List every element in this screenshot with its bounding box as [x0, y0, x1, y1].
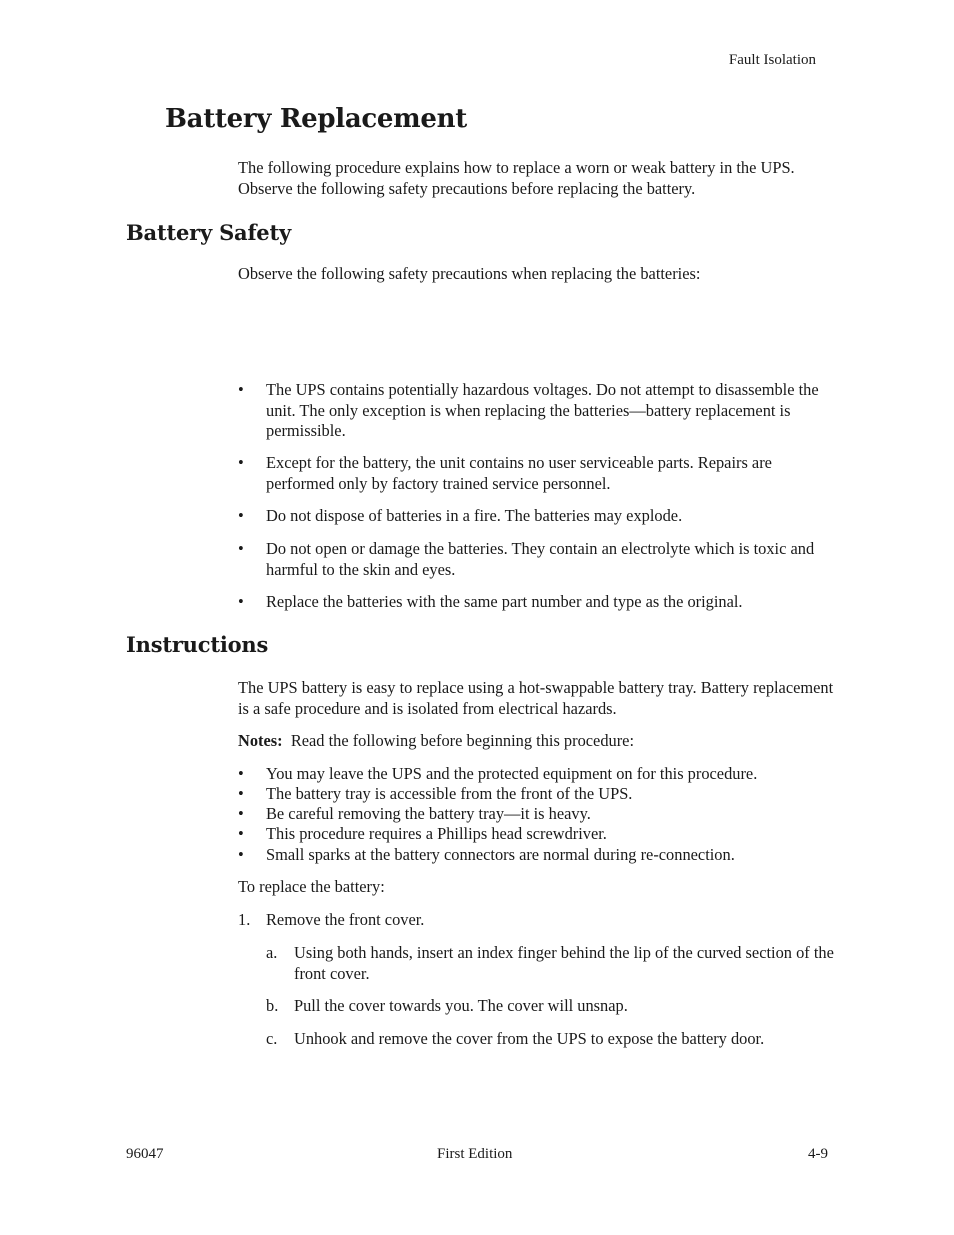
note-bullet-text: The battery tray is accessible from the front of the UPS. [266, 784, 633, 803]
footer-page-number: 4-9 [808, 1146, 828, 1162]
notes-label: Notes: [238, 731, 283, 750]
running-header: Fault Isolation [728, 52, 816, 68]
bullet-mark: • [238, 539, 244, 558]
footer-edition: First Edition [437, 1146, 513, 1162]
bullet-mark: • [238, 764, 244, 783]
substep-label: c. [266, 1029, 278, 1048]
bullet-mark: • [238, 592, 244, 611]
bullet-mark: • [238, 824, 244, 843]
notes-line [238, 731, 838, 752]
safety-lead: Observe the following safety precautions when replacing the batteries: [238, 264, 701, 283]
substep-text: Unhook and remove the cover from the UPS to expose the battery door. [294, 1029, 765, 1048]
bullet-mark: • [238, 453, 244, 472]
substep-text: Pull the cover towards you. The cover will unsnap. [294, 996, 628, 1015]
safety-bullet-text: Except for the battery, the unit contains no user serviceable parts. Repairs are performed only by factory trained service personnel. [266, 453, 772, 493]
bullet-mark: • [238, 845, 244, 864]
bullet-mark: • [238, 784, 244, 803]
bullet-mark: • [238, 804, 244, 823]
note-bullet-text: Be careful removing the battery tray—it is heavy. [266, 804, 591, 823]
note-bullet-text: You may leave the UPS and the protected equipment on for this procedure. [266, 764, 758, 783]
page-title: Battery Replacement [165, 104, 467, 134]
safety-bullet-text: Replace the batteries with the same part number and type as the original. [266, 592, 743, 611]
substep-label: a. [266, 943, 278, 962]
instructions-heading: Instructions [126, 632, 269, 657]
note-bullet-text: This procedure requires a Phillips head screwdriver. [266, 824, 607, 843]
bullet-mark: • [238, 380, 244, 399]
safety-bullet-text: Do not open or damage the batteries. They contain an electrolyte which is toxic and harmful to the skin and eyes. [266, 539, 815, 579]
step-text: Remove the front cover. [266, 910, 425, 929]
step-number: 1. [238, 910, 251, 929]
safety-bullet-text: The UPS contains potentially hazardous voltages. Do not attempt to disassemble the unit. The only exception is when replacing the batteries—battery replacement is permissible. [266, 380, 819, 440]
notes-text: Read the following before beginning this procedure: [290, 731, 635, 750]
note-bullet-text: Small sparks at the battery connectors are normal during re-connection. [266, 845, 735, 864]
intro-paragraph: The following procedure explains how to replace a worn or weak battery in the UPS. Observe the following safety precautions before replacing the battery. [238, 158, 795, 198]
bullet-mark: • [238, 506, 244, 525]
battery-safety-heading: Battery Safety [126, 220, 291, 245]
instructions-intro: The UPS battery is easy to replace using a hot-swappable battery tray. Battery replacement is a safe procedure and is isolated from electrical hazards. [238, 678, 834, 718]
procedure-lead: To replace the battery: [238, 877, 385, 896]
safety-bullet-text: Do not dispose of batteries in a fire. The batteries may explode. [266, 506, 683, 525]
footer-doc-number: 96047 [126, 1146, 164, 1162]
substep-text: Using both hands, insert an index finger behind the lip of the curved section of the front cover. [294, 943, 834, 983]
substep-label: b. [266, 996, 279, 1015]
